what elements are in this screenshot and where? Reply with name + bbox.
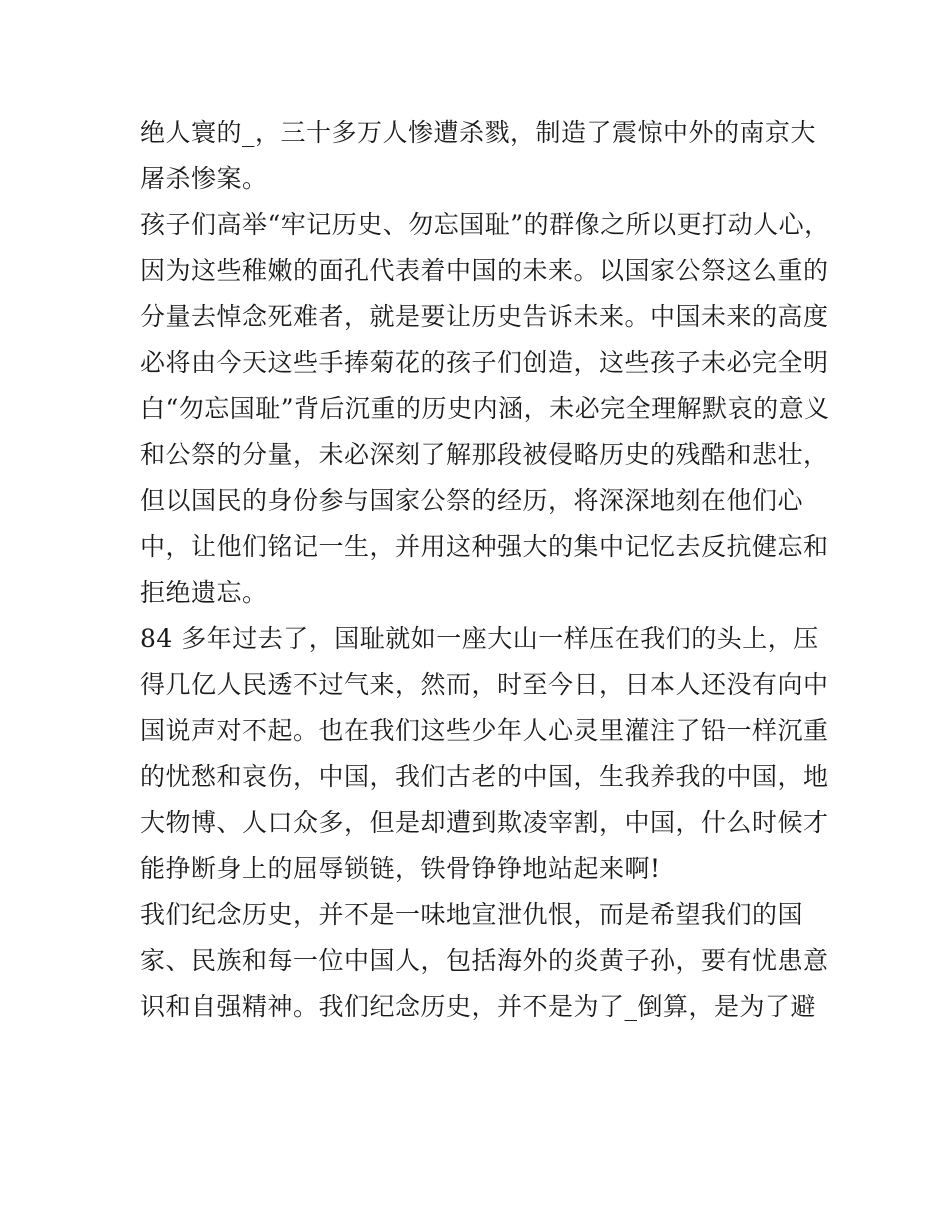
text-line: 大物博、人口众多，但是却遭到欺凌宰割，中国，什么时候才	[140, 808, 829, 837]
text-line: 和公祭的分量，未必深刻了解那段被侵略历史的残酷和悲壮，	[140, 440, 829, 469]
paragraph-1	[140, 110, 820, 202]
text-line: 分量去悼念死难者，就是要让历史告诉未来。中国未来的高度	[140, 302, 829, 331]
text-line: 拒绝遗忘。	[140, 578, 268, 607]
text-line: 得几亿人民透不过气来，然而，时至今日，日本人还没有向中	[140, 670, 829, 699]
text-line: 的忧愁和哀伤，中国，我们古老的中国，生我养我的中国，地	[140, 762, 829, 791]
text-line: 识和自强精神。我们纪念历史，并不是为了_倒算，是为了避	[140, 992, 817, 1021]
text-line: 我们纪念历史，并不是一味地宣泄仇恨，而是希望我们的国	[140, 900, 804, 929]
text-line: 能挣断身上的屈辱锁链，铁骨铮铮地站起来啊!	[140, 854, 661, 883]
text-line: 绝人寰的_，三十多万人惨遭杀戮，制造了震惊中外的南京大	[140, 118, 817, 147]
text-line: 国说声对不起。也在我们这些少年人心灵里灌注了铅一样沉重	[140, 716, 829, 745]
text-line: 家、民族和每一位中国人，包括海外的炎黄子孙，要有忧患意	[140, 946, 829, 975]
text-line: 中，让他们铭记一生，并用这种强大的集中记忆去反抗健忘和	[140, 532, 829, 561]
paragraph-4	[140, 892, 829, 1030]
text-line: 白“勿忘国耻”背后沉重的历史内涵，未必完全理解默哀的意义	[140, 394, 830, 423]
text-line: 但以国民的身份参与国家公祭的经历，将深深地刻在他们心	[140, 486, 804, 515]
document-body	[140, 110, 830, 1030]
text-line: 因为这些稚嫩的面孔代表着中国的未来。以国家公祭这么重的	[140, 256, 829, 285]
text-line: 孩子们高举“牢记历史、勿忘国耻”的群像之所以更打动人心，	[140, 210, 830, 239]
paragraph-2	[140, 202, 830, 616]
text-line: 必将由今天这些手捧菊花的孩子们创造，这些孩子未必完全明	[140, 348, 829, 377]
paragraph-3	[140, 616, 829, 892]
text-line: 屠杀惨案。	[140, 164, 268, 193]
text-line: 84 多年过去了，国耻就如一座大山一样压在我们的头上，压	[140, 624, 819, 653]
